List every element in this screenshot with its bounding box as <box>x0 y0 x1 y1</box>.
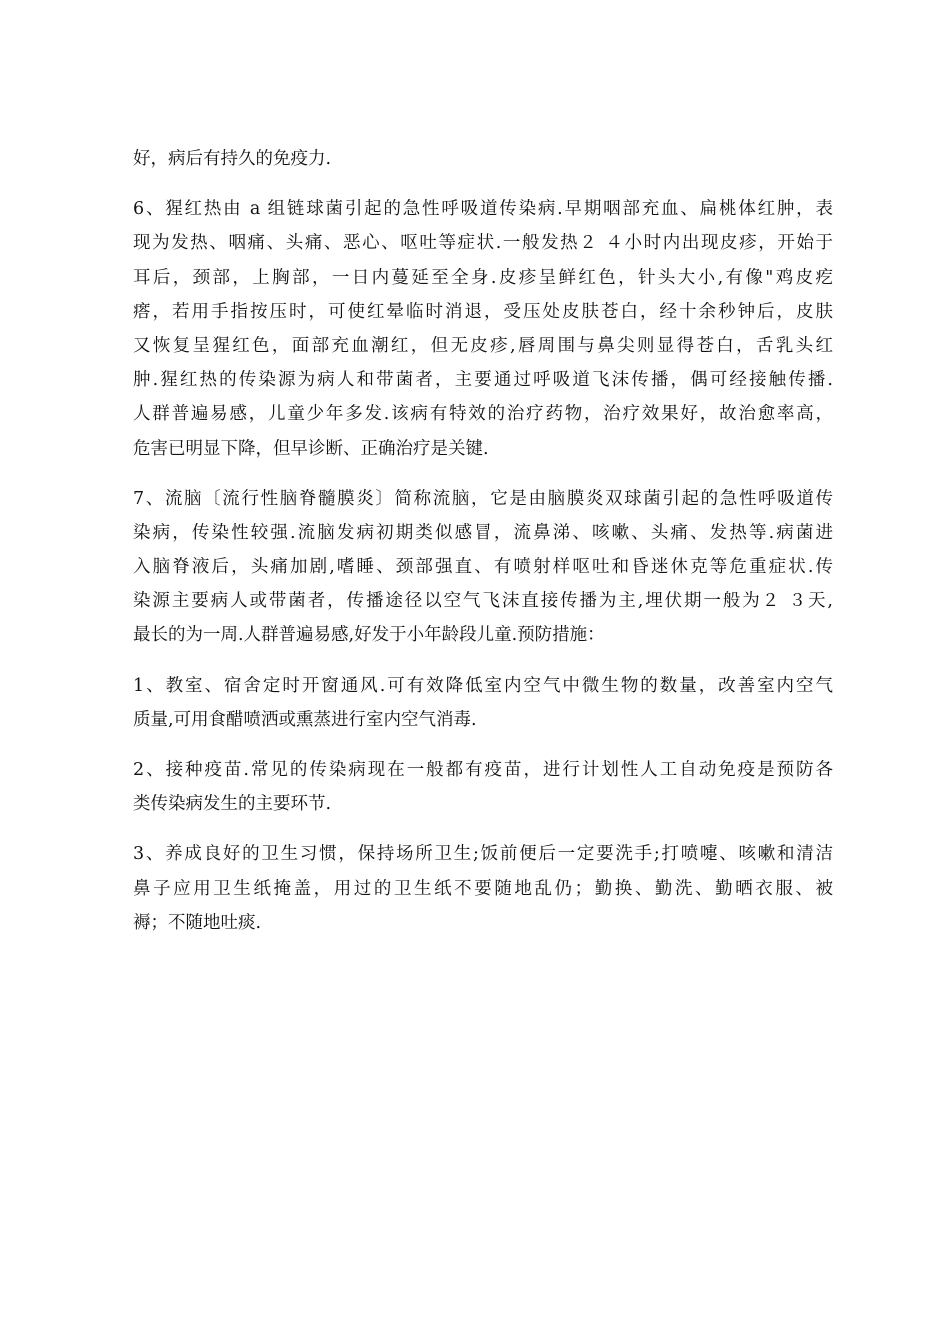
text-line: 危害已明显下降，但早诊断、正确治疗是关键. <box>133 438 489 459</box>
text-line: 类传染病发生的主要环节. <box>133 794 332 815</box>
text-line: 入脑脊液后，头痛加剧,嗜睡、颈部强直、有喷射样呕吐和昏迷休克等危重症状.传 <box>133 557 833 578</box>
paragraph-gap <box>133 466 833 482</box>
text-line: 2、接种疫苗.常见的传染病现在一般都有疫苗，进行计划性人工自动免疫是预防各 <box>133 760 833 780</box>
text-line: 1、教室、宿舍定时开窗通风.可有效降低室内空气中微生物的数量，改善室内空气 <box>133 675 833 696</box>
text-line: 褥；不随地吐痰. <box>133 912 262 933</box>
text-line: 质量,可用食醋喷洒或熏蒸进行室内空气消毒. <box>133 709 477 730</box>
text-line: 最长的为一周.人群普遍易感,好发于小年龄段儿童.预防措施： <box>133 625 605 646</box>
text-line: 耳后，颈部，上胸部，一日内蔓延至全身.皮疹呈鲜红色，针头大小,有像"鸡皮疙 <box>133 267 833 288</box>
paragraph-gap <box>133 737 833 753</box>
document-body <box>133 142 833 940</box>
text-line: 7、流脑〔流行性脑脊髓膜炎〕简称流脑，它是由脑膜炎双球菌引起的急性呼吸道传 <box>133 488 833 509</box>
text-line: 染源主要病人或带菌者，传播途径以空气飞沫直接传播为主,埋伏期一般为２ ３天, <box>133 591 833 612</box>
paragraph-gap <box>133 176 833 192</box>
paragraph-gap <box>133 653 833 669</box>
text-line: 肿.猩红热的传染源为病人和带菌者，主要通过呼吸道飞沫传播，偶可经接触传播. <box>133 370 833 391</box>
text-line: 又恢复呈猩红色，面部充血潮红，但无皮疹,唇周围与鼻尖则显得苍白，舌乳头红 <box>133 335 833 356</box>
text-line: 好，病后有持久的免疫力. <box>133 149 332 169</box>
text-line: 鼻子应用卫生纸掩盖，用过的卫生纸不要随地乱仍；勤换、勤洗、勤晒衣服、被 <box>133 878 833 899</box>
text-line: 6、猩红热由 a 组链球菌引起的急性呼吸道传染病.早期咽部充血、扁桃体红肿，表 <box>133 199 833 220</box>
paragraph-gap <box>133 821 833 837</box>
text-line: 现为发热、咽痛、头痛、恶心、呕吐等症状.一般发热２ ４小时内出现皮疹，开始于 <box>133 233 833 254</box>
text-line: 人群普遍易感，儿童少年多发.该病有特效的治疗药物，治疗效果好，故治愈率高， <box>133 404 833 425</box>
text-line: 染病，传染性较强.流脑发病初期类似感冒，流鼻涕、咳嗽、头痛、发热等.病菌进 <box>133 522 833 543</box>
text-line: 瘩，若用手指按压时，可使红晕临时消退，受压处皮肤苍白，经十余秒钟后，皮肤 <box>133 301 833 322</box>
text-line: 3、养成良好的卫生习惯，保持场所卫生;饭前便后一定要洗手;打喷嚏、咳嗽和清洁 <box>133 844 833 865</box>
